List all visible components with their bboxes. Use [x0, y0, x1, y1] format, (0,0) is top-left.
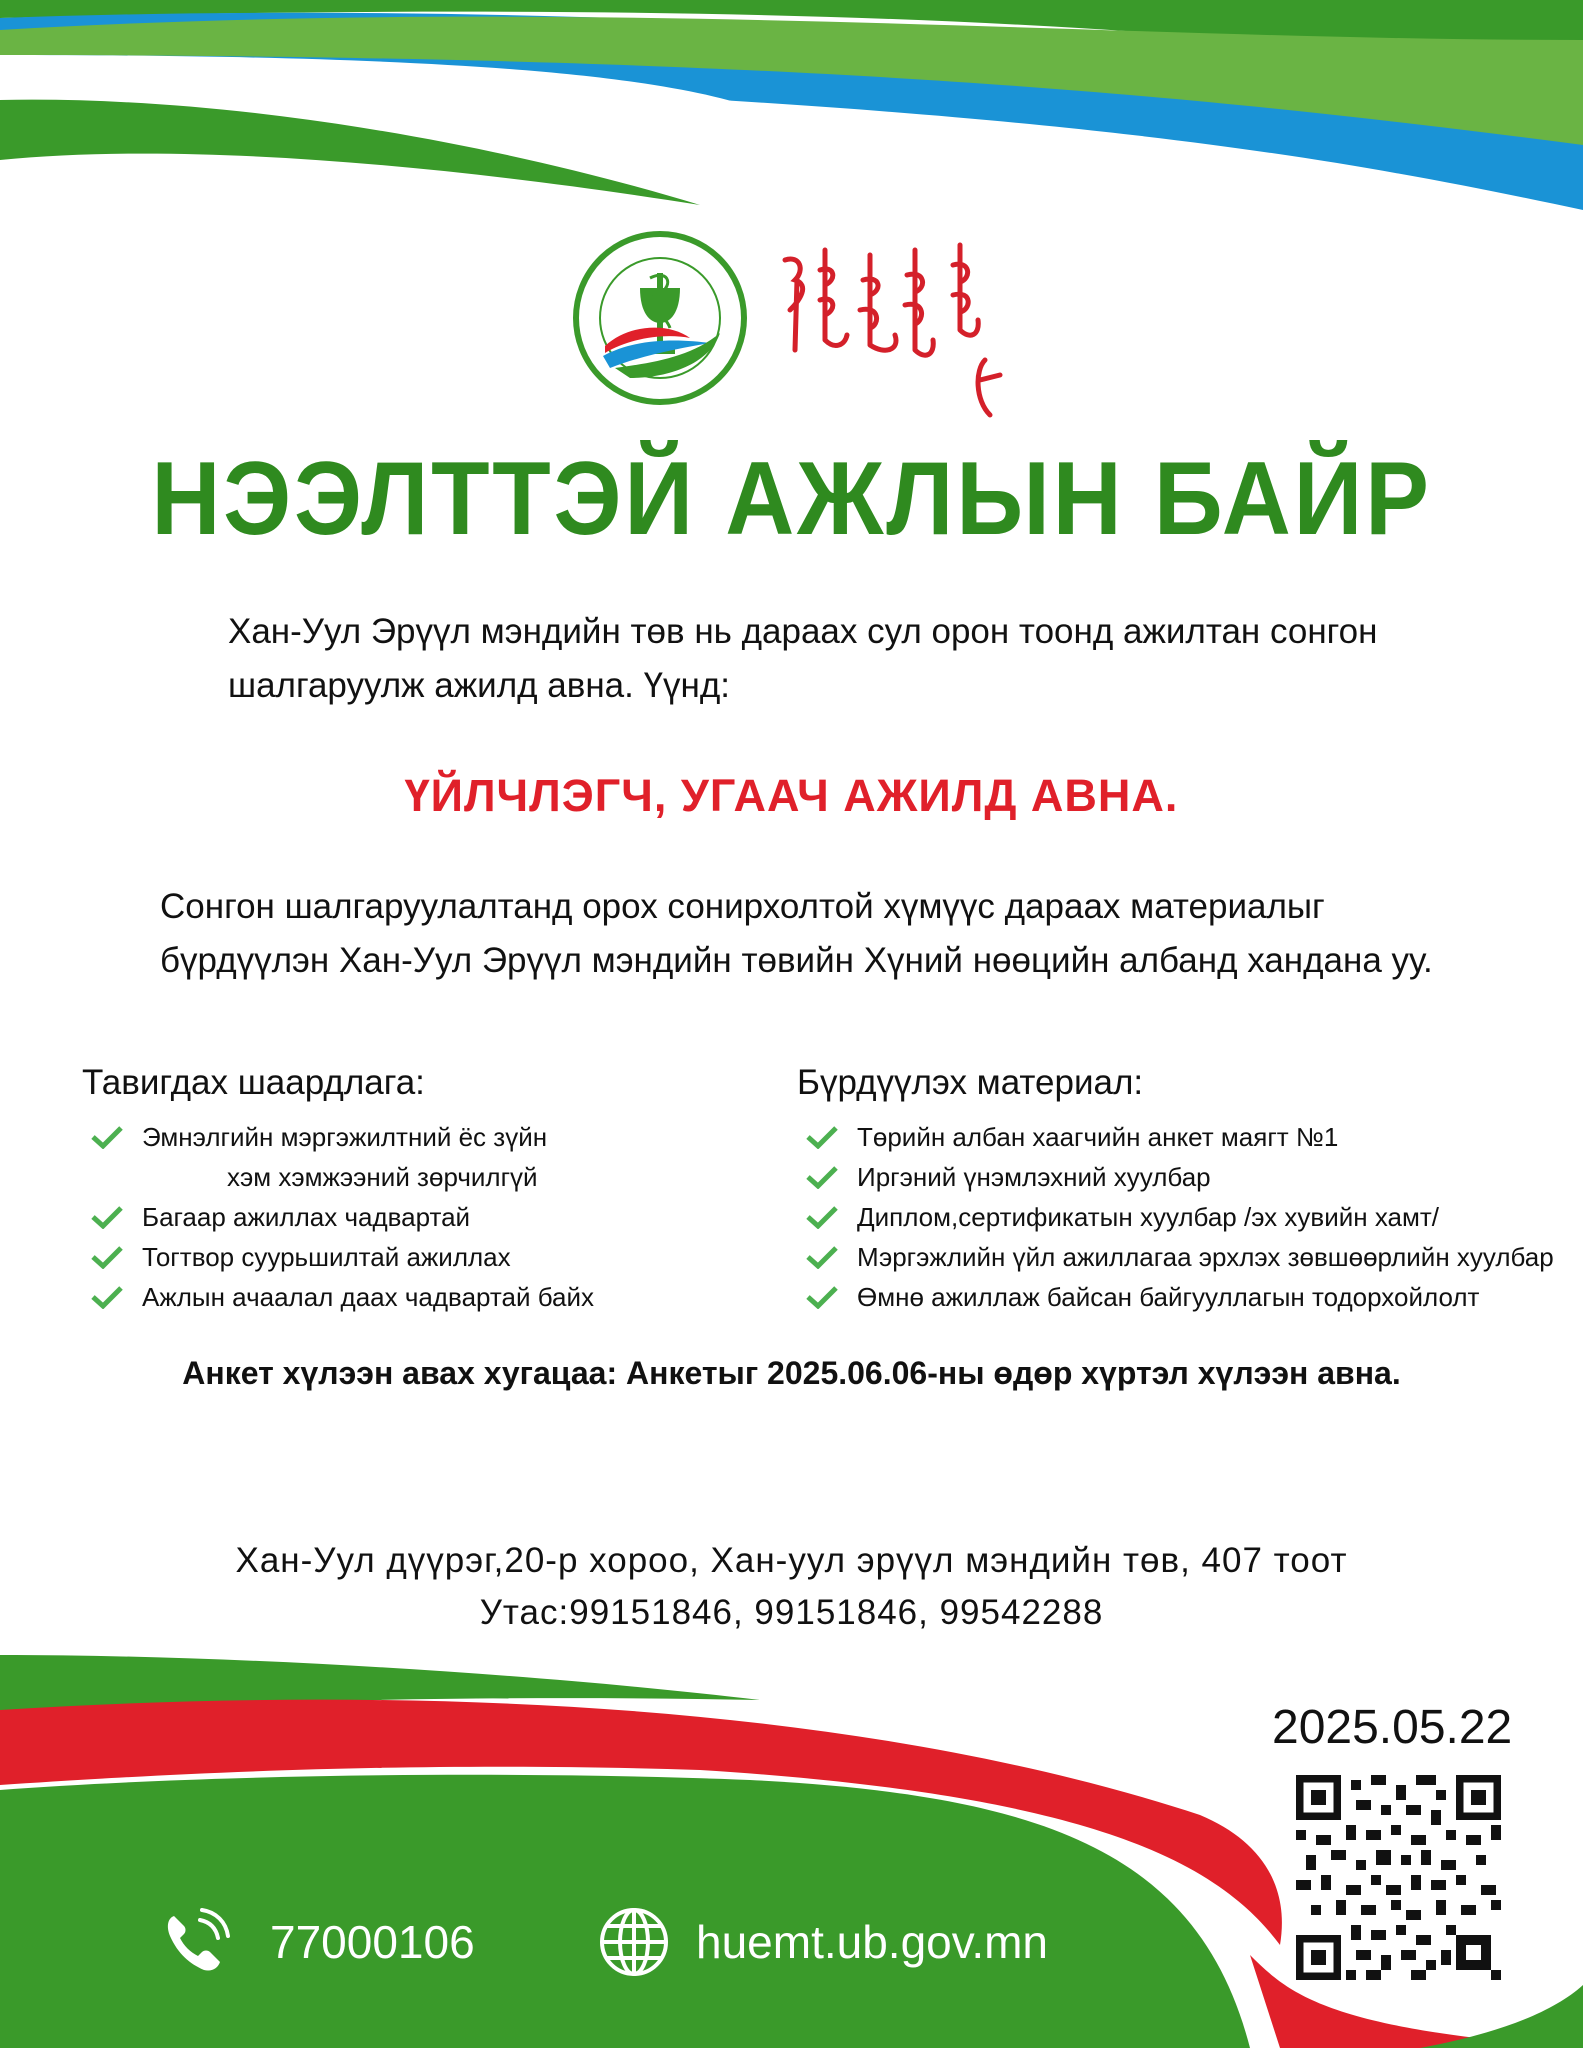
post-date: 2025.05.22	[1272, 1701, 1513, 1754]
instruction-text: Сонгон шалгаруулалтанд орох сонирхолтой хүмүүс дараах материалыг бүрдүүлэн Хан-Уул Эрүүл мэндийн төвийн Хүний нөөцийн албанд хандана уу.	[160, 887, 1433, 980]
phone-number: 77000106	[270, 1916, 475, 1968]
requirement-text: Эмнэлгийн мэргэжилтний ёс зүйн	[142, 1122, 548, 1152]
material-text: Мэргэжлийн үйл ажиллагаа эрхлэх зөвшөөрлийн хуулбар	[857, 1242, 1554, 1272]
address-block	[0, 1535, 1583, 1639]
contact-phone[interactable]	[160, 1907, 475, 1977]
check-icon	[90, 1205, 124, 1229]
logo	[570, 228, 750, 408]
logo-emblem	[570, 228, 750, 408]
list-item	[797, 1197, 1567, 1237]
list-item	[82, 1237, 702, 1277]
check-icon	[805, 1285, 839, 1309]
contact-website[interactable]	[598, 1907, 1048, 1977]
requirement-text: Тогтвор суурьшилтай ажиллах	[142, 1242, 511, 1272]
check-icon	[90, 1125, 124, 1149]
globe-icon	[598, 1906, 670, 1978]
list-item	[797, 1237, 1567, 1277]
website-url: huemt.ub.gov.mn	[696, 1916, 1049, 1968]
check-icon	[805, 1125, 839, 1149]
requirements-list	[82, 1117, 702, 1317]
position-highlight: ҮЙЛЧЛЭГЧ, УГААЧ АЖИЛД АВНА.	[404, 770, 1179, 821]
phone-numbers-line: Утас:99151846, 99151846, 99542288	[479, 1593, 1104, 1632]
list-item	[797, 1157, 1567, 1197]
material-text: Өмнө ажиллаж байсан байгууллагын тодорхойлолт	[857, 1282, 1480, 1312]
check-icon	[90, 1245, 124, 1269]
list-item	[82, 1117, 702, 1197]
requirement-text: Ажлын ачаалал даах чадвартай байх	[142, 1282, 595, 1312]
check-icon	[805, 1165, 839, 1189]
mongolian-script-calligraphy	[775, 240, 1015, 425]
requirements-title: Тавигдах шаардлага:	[82, 1063, 425, 1102]
phone-icon	[160, 1906, 232, 1978]
requirement-text: Багаар ажиллах чадвартай	[142, 1202, 471, 1232]
top-wave-decoration	[0, 0, 1583, 220]
materials-list	[797, 1117, 1567, 1317]
check-icon	[805, 1205, 839, 1229]
materials-title: Бүрдүүлэх материал:	[797, 1063, 1144, 1102]
deadline-text: Анкет хүлээн авах хугацаа: Анкетыг 2025.06.06-ны өдөр хүртэл хүлээн авна.	[182, 1355, 1401, 1391]
intro-text: Хан-Уул Эрүүл мэндийн төв нь дараах сул орон тоонд ажилтан сонгон шалгаруулж ажилд авна. Үүнд:	[228, 612, 1378, 705]
address-line: Хан-Уул дүүрэг,20-р хороо, Хан-уул эрүүл мэндийн төв, 407 тоот	[235, 1541, 1348, 1580]
check-icon	[805, 1245, 839, 1269]
list-item	[82, 1197, 702, 1237]
page-title: НЭЭЛТТЭЙ АЖЛЫН БАЙР	[151, 441, 1432, 557]
list-item	[82, 1277, 702, 1317]
material-text: Төрийн албан хаагчийн анкет маягт №1	[857, 1122, 1339, 1152]
requirements-section	[82, 1063, 702, 1317]
list-item	[797, 1117, 1567, 1157]
top-darkgreen-swoosh	[0, 100, 700, 205]
material-text: Диплом,сертификатын хуулбар /эх хувийн хамт/	[857, 1202, 1440, 1232]
requirement-text-continued: хэм хэмжээний зөрчилгүй	[227, 1162, 538, 1192]
materials-section	[797, 1063, 1567, 1317]
list-item	[797, 1277, 1567, 1317]
material-text: Иргэний үнэмлэхний хуулбар	[857, 1162, 1211, 1192]
qr-code-icon	[1296, 1775, 1501, 1980]
check-icon	[90, 1285, 124, 1309]
